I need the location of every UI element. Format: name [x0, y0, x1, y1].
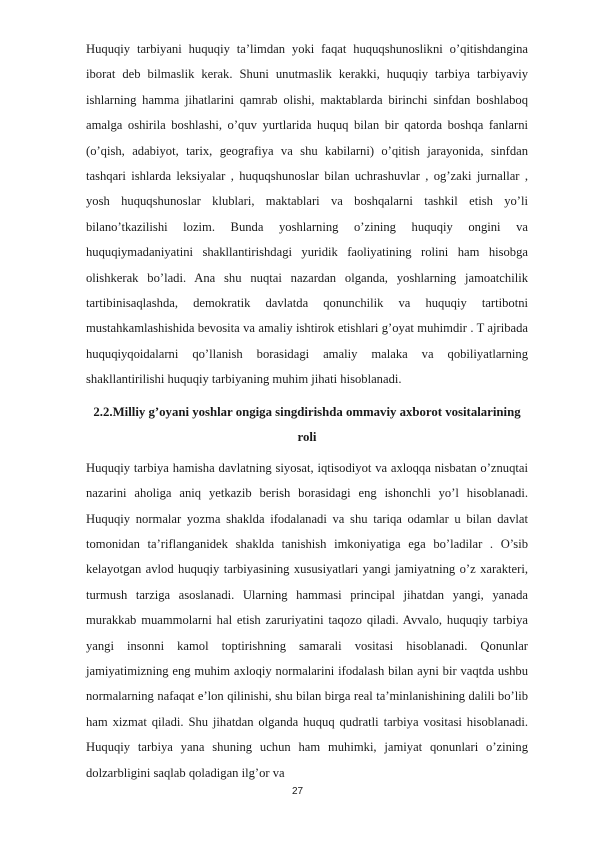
body-paragraph-1: Huquqiy tarbiyani huquqiy ta’limdan yoki faqat huquqshunoslikni o’qitishdangina iborat deb bilmaslik kerak. Shuni unutmaslik kerakki, huquqiy tarbiya tarbiyaviy ishlarning hamma jihatlarini qamrab olishi, maktablarda birinchi sinfdan boshlaboq amalga oshirila boshlashi, o’quv yurtlarida huquq bilan bir qatorda boshqa fanlarni (o’qish, adabiyot, tarix, geografiya va shu kabilarni) o’qitish jarayonida, sinfdan tashqari ishlarda leksiyalar , huquqshunoslar bilan uchrashuvlar , og’zaki jurnallar , yosh huquqshunoslar klublari, maktablari va boshqalarni tashkil etish yo’li bilano’tkazilishi lozim. Bunda yoshlarning o’zining huquqiy ongini va huquqiymadaniyatini shakllantirishdagi yuridik faoliyatining rolini ham hisobga olishkerak bo’ladi. Ana shu nuqtai nazardan olganda, yoshlarning jamoatchilik tartibinisaqlashda, demokratik davlatda qonunchilik va huquqiy tartibotni mustahkamlashishida bevosita va amaliy ishtirok etishlari g’oyat muhimdir . T ajribada huquqiyqoidalarni qo’llanish borasidagi amaliy malaka va qobiliyatlarning shakllantirilishi huquqiy tarbiyaning muhim jihati hisoblanadi.: [86, 42, 528, 387]
page-number: 27: [291, 786, 304, 797]
section-heading: 2.2.Milliy g’oyani yoshlar ongiga singdirishda ommaviy axborot vositalarining roli: [93, 404, 521, 444]
body-paragraph-2: Huquqiy tarbiya hamisha davlatning siyosat, iqtisodiyot va axloqqa nisbatan o’znuqtai nazarini aholiga aniq yetkazib berish borasidagi eng ishonchli yo’l hisoblanadi. Huquqiy normalar yozma shaklda ifodalanadi va shu tariqa odamlar u bilan davlat tomonidan ta’riflanganidek shaklda tanishish imkoniyatiga ega bo’ladilar . O’sib kelayotgan avlod huquqiy tarbiyasining xususiyatlari yangi jamiyatning o’z xarakteri, turmush tarziga asoslanadi. Ularning hammasi principal jihatdan yangi, yanada murakkab muammolarni hal etish zaruriyatini taqozo qiladi. Avvalo, huquqiy tarbiya yangi insonni kamol toptirishning samarali vositasi hisoblanadi. Qonunlar jamiyatimizning eng muhim axloqiy normalarini ifodalash bilan ayni bir vaqtda ushbu normalarning nafaqat e’lon qilinishi, shu bilan birga real ta’minlanishining dalili bo’lib ham xizmat qiladi. Shu jihatdan olganda huquq qudratli tarbiya vositasi hisoblanadi. Huquqiy tarbiya yana shuning uchun ham muhimki, jamiyat qonunlari o’zining dolzarbligini saqlab qoladigan ilg’or va: [86, 460, 528, 780]
document-page: [86, 37, 528, 786]
